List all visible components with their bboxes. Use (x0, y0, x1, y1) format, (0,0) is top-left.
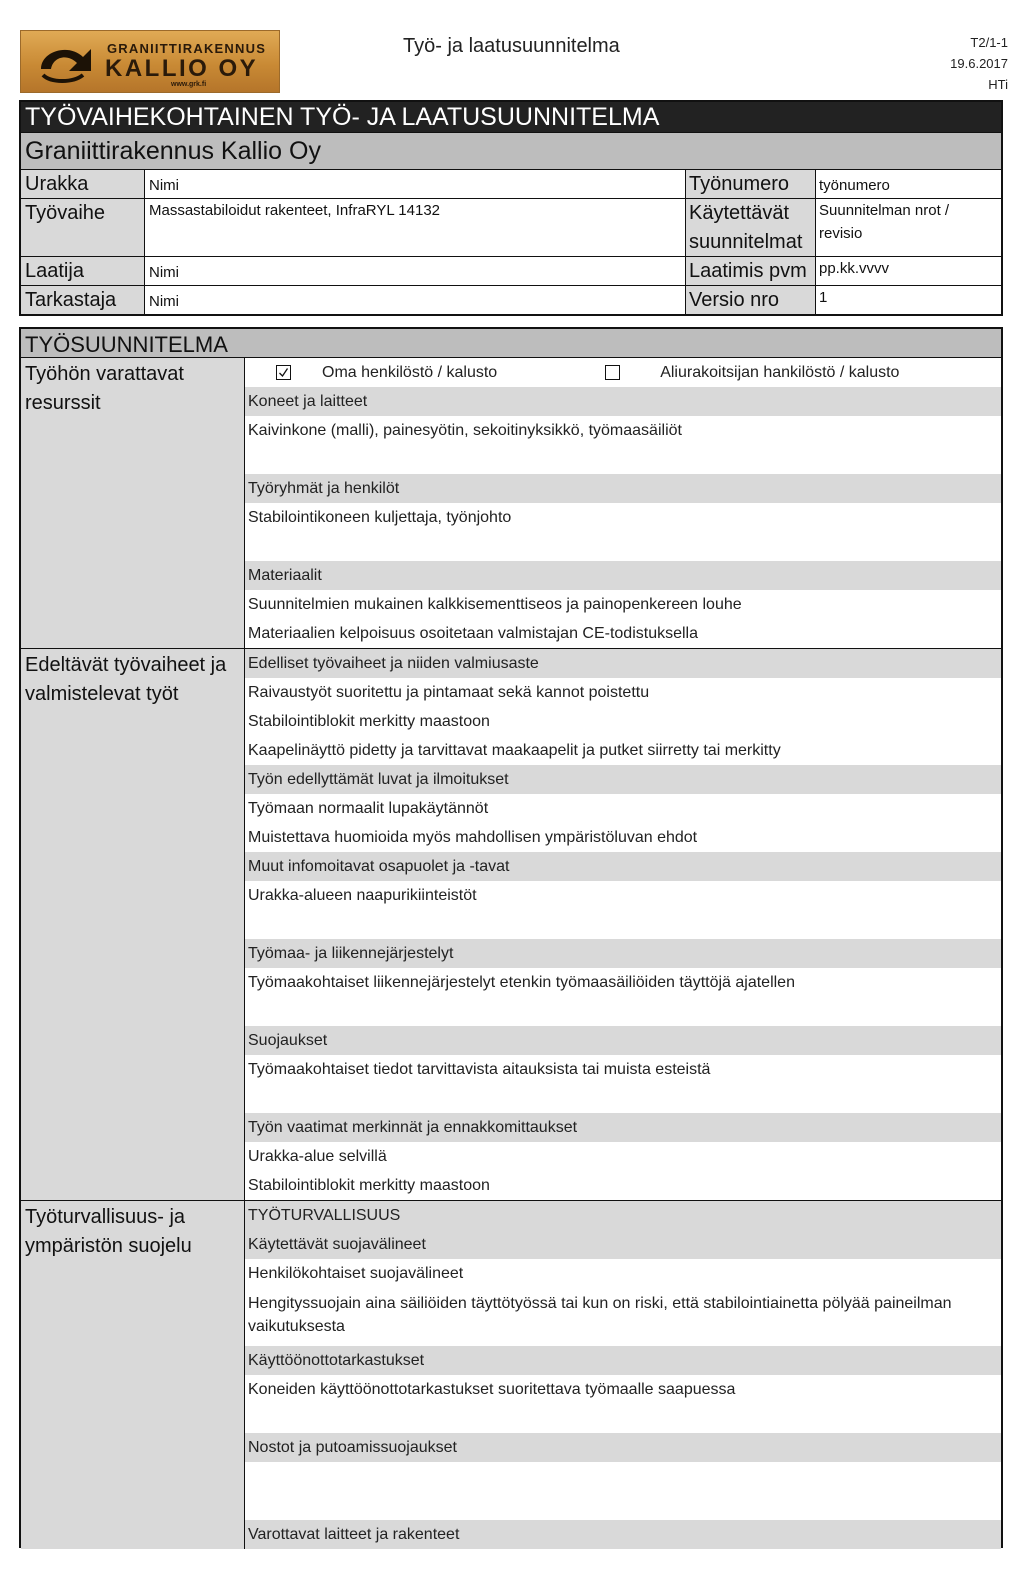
list-item[interactable]: Stabilointiblokit merkitty maastoon (248, 1177, 490, 1194)
suunnitelmat-value-line2: revisio (819, 225, 863, 242)
resources-label-line2: resurssit (25, 392, 101, 414)
versio-label: Versio nro (686, 286, 816, 314)
logo-text-main: KALLIO OY (105, 55, 259, 82)
laatimis-pvm-label: Laatimis pvm (686, 257, 816, 285)
info-row-urakka (21, 169, 1001, 198)
tarkastaja-field[interactable]: Nimi (145, 286, 686, 314)
list-item[interactable]: Muistettava huomioida myös mahdollisen ympäristöluvan ehdot (248, 829, 698, 846)
workplan-table (19, 327, 1003, 1548)
section-resources (21, 358, 1001, 649)
list-item[interactable]: Kaivinkone (malli), painesyötin, sekoitinyksikkö, työmaasäiliöt (248, 422, 682, 439)
laatija-field[interactable]: Nimi (145, 257, 686, 285)
resources-label-line1: Työhön varattavat (25, 363, 184, 385)
laatimis-pvm-field[interactable]: pp.kk.vvvv (819, 260, 890, 277)
list-item[interactable]: Stabilointikoneen kuljettaja, työnjohto (248, 509, 512, 526)
plan-title: TYÖVAIHEKOHTAINEN TYÖ- JA LAATUSUUNNITELMA (21, 102, 1001, 132)
list-item[interactable]: Urakka-alueen naapurikiinteistöt (248, 887, 477, 904)
document-title: Työ- ja laatusuunnitelma (403, 35, 620, 57)
section-safety (21, 1201, 1001, 1549)
suunnitelmat-label-line1: Käytettävät (689, 202, 790, 224)
list-item: Työn edellyttämät luvat ja ilmoitukset (245, 765, 1001, 794)
list-item[interactable]: Työmaakohtaiset tiedot tarvittavista aitauksista tai muista esteistä (248, 1061, 711, 1078)
safety-label-line2: ympäristön suojelu (25, 1235, 192, 1257)
list-item[interactable]: Kaapelinäyttö pidetty ja tarvittavat maakaapelit ja putket siirretty tai merkitty (248, 742, 781, 759)
tyonumero-field[interactable]: työnumero (819, 177, 890, 194)
logo-arrow-icon (33, 39, 97, 87)
subcontractor-checkbox[interactable] (605, 365, 620, 380)
versio-field[interactable]: 1 (819, 289, 828, 306)
list-item: Työmaa- ja liikennejärjestelyt (245, 939, 1001, 968)
list-item: Työryhmät ja henkilöt (245, 474, 1001, 503)
logo-url: www.grk.fi (171, 81, 207, 88)
suunnitelmat-value-line1: Suunnitelman nrot / (819, 202, 950, 219)
list-item: Työn vaatimat merkinnät ja ennakkomittaukset (245, 1113, 1001, 1142)
suunnitelmat-field[interactable] (816, 199, 1001, 256)
workplan-title: TYÖSUUNNITELMA (21, 329, 1001, 358)
urakka-label: Urakka (21, 170, 145, 198)
preparations-label-line1: Edeltävät työvaiheet ja (25, 654, 227, 676)
plan-info-table (19, 100, 1003, 316)
list-item[interactable]: Stabilointiblokit merkitty maastoon (248, 713, 490, 730)
document-date: 19.6.2017 (950, 56, 1008, 71)
list-item: Muut infomoitavat osapuolet ja -tavat (245, 852, 1001, 881)
checkmark-icon (278, 367, 289, 378)
resources-label (21, 358, 245, 648)
preparations-body (245, 649, 1001, 1200)
resource-checkbox-row (245, 358, 1001, 387)
preparations-label-line2: valmistelevat työt (25, 683, 179, 705)
list-item[interactable]: Koneiden käyttöönottotarkastukset suoritettava työmaalle saapuessa (248, 1381, 736, 1398)
list-item[interactable]: Henkilökohtaiset suojavälineet (248, 1265, 464, 1282)
list-item[interactable]: Urakka-alue selvillä (248, 1148, 387, 1165)
list-item[interactable]: Työmaan normaalit lupakäytännöt (248, 800, 489, 817)
list-item: TYÖTURVALLISUUS (245, 1201, 1001, 1230)
info-row-tarkastaja (21, 285, 1001, 314)
tyovaihe-label: Työvaihe (21, 199, 145, 256)
tyovaihe-field[interactable]: Massastabiloidut rakenteet, InfraRYL 14132 (145, 199, 686, 256)
logo-text-top: GRANIITTIRAKENNUS (107, 41, 267, 56)
list-item[interactable]: Suunnitelmien mukainen kalkkisementtiseos ja painopenkereen louhe (248, 596, 742, 613)
company-logo (20, 30, 280, 93)
list-item: Nostot ja putoamissuojaukset (245, 1433, 1001, 1462)
list-item: Koneet ja laitteet (245, 387, 1001, 416)
section-preparations (21, 649, 1001, 1201)
resources-body (245, 358, 1001, 648)
list-item: Käyttöönottotarkastukset (245, 1346, 1001, 1375)
safety-body (245, 1201, 1001, 1549)
list-item: Edelliset työvaiheet ja niiden valmiusaste (245, 649, 1001, 678)
suunnitelmat-label (686, 199, 816, 256)
suunnitelmat-label-line2: suunnitelmat (689, 231, 803, 253)
urakka-field[interactable]: Nimi (145, 170, 686, 198)
list-item: Varottavat laitteet ja rakenteet (245, 1520, 1001, 1549)
tarkastaja-label: Tarkastaja (21, 286, 145, 314)
own-staff-label: Oma henkilöstö / kalusto (322, 364, 498, 381)
document-code: T2/1-1 (970, 35, 1008, 50)
document-meta (950, 32, 1008, 95)
list-item[interactable]: Hengityssuojain aina säiliöiden täyttötyössä tai kun on riski, että stabilointiainetta pölyää paineilman vaikutuksesta (248, 1295, 952, 1335)
list-item: Suojaukset (245, 1026, 1001, 1055)
own-staff-checkbox[interactable] (276, 365, 291, 380)
info-row-tyovaihe (21, 198, 1001, 256)
list-item[interactable] (245, 1462, 1001, 1520)
list-item: Materiaalit (245, 561, 1001, 590)
company-name: Graniittirakennus Kallio Oy (21, 132, 1001, 169)
list-item: Käytettävät suojavälineet (245, 1230, 1001, 1259)
safety-label (21, 1201, 245, 1549)
document-author: HTi (988, 77, 1008, 92)
info-row-laatija (21, 256, 1001, 285)
laatija-label: Laatija (21, 257, 145, 285)
list-item[interactable]: Materiaalien kelpoisuus osoitetaan valmistajan CE-todistuksella (248, 625, 699, 642)
list-item[interactable]: Raivaustyöt suoritettu ja pintamaat sekä kannot poistettu (248, 684, 650, 701)
safety-label-line1: Työturvallisuus- ja (25, 1206, 186, 1228)
subcontractor-label: Aliurakoitsijan hankilöstö / kalusto (660, 364, 900, 381)
tyonumero-label: Työnumero (686, 170, 816, 198)
list-item[interactable]: Työmaakohtaiset liikennejärjestelyt etenkin työmaasäiliöiden täyttöjä ajatellen (248, 974, 795, 991)
preparations-label (21, 649, 245, 1200)
